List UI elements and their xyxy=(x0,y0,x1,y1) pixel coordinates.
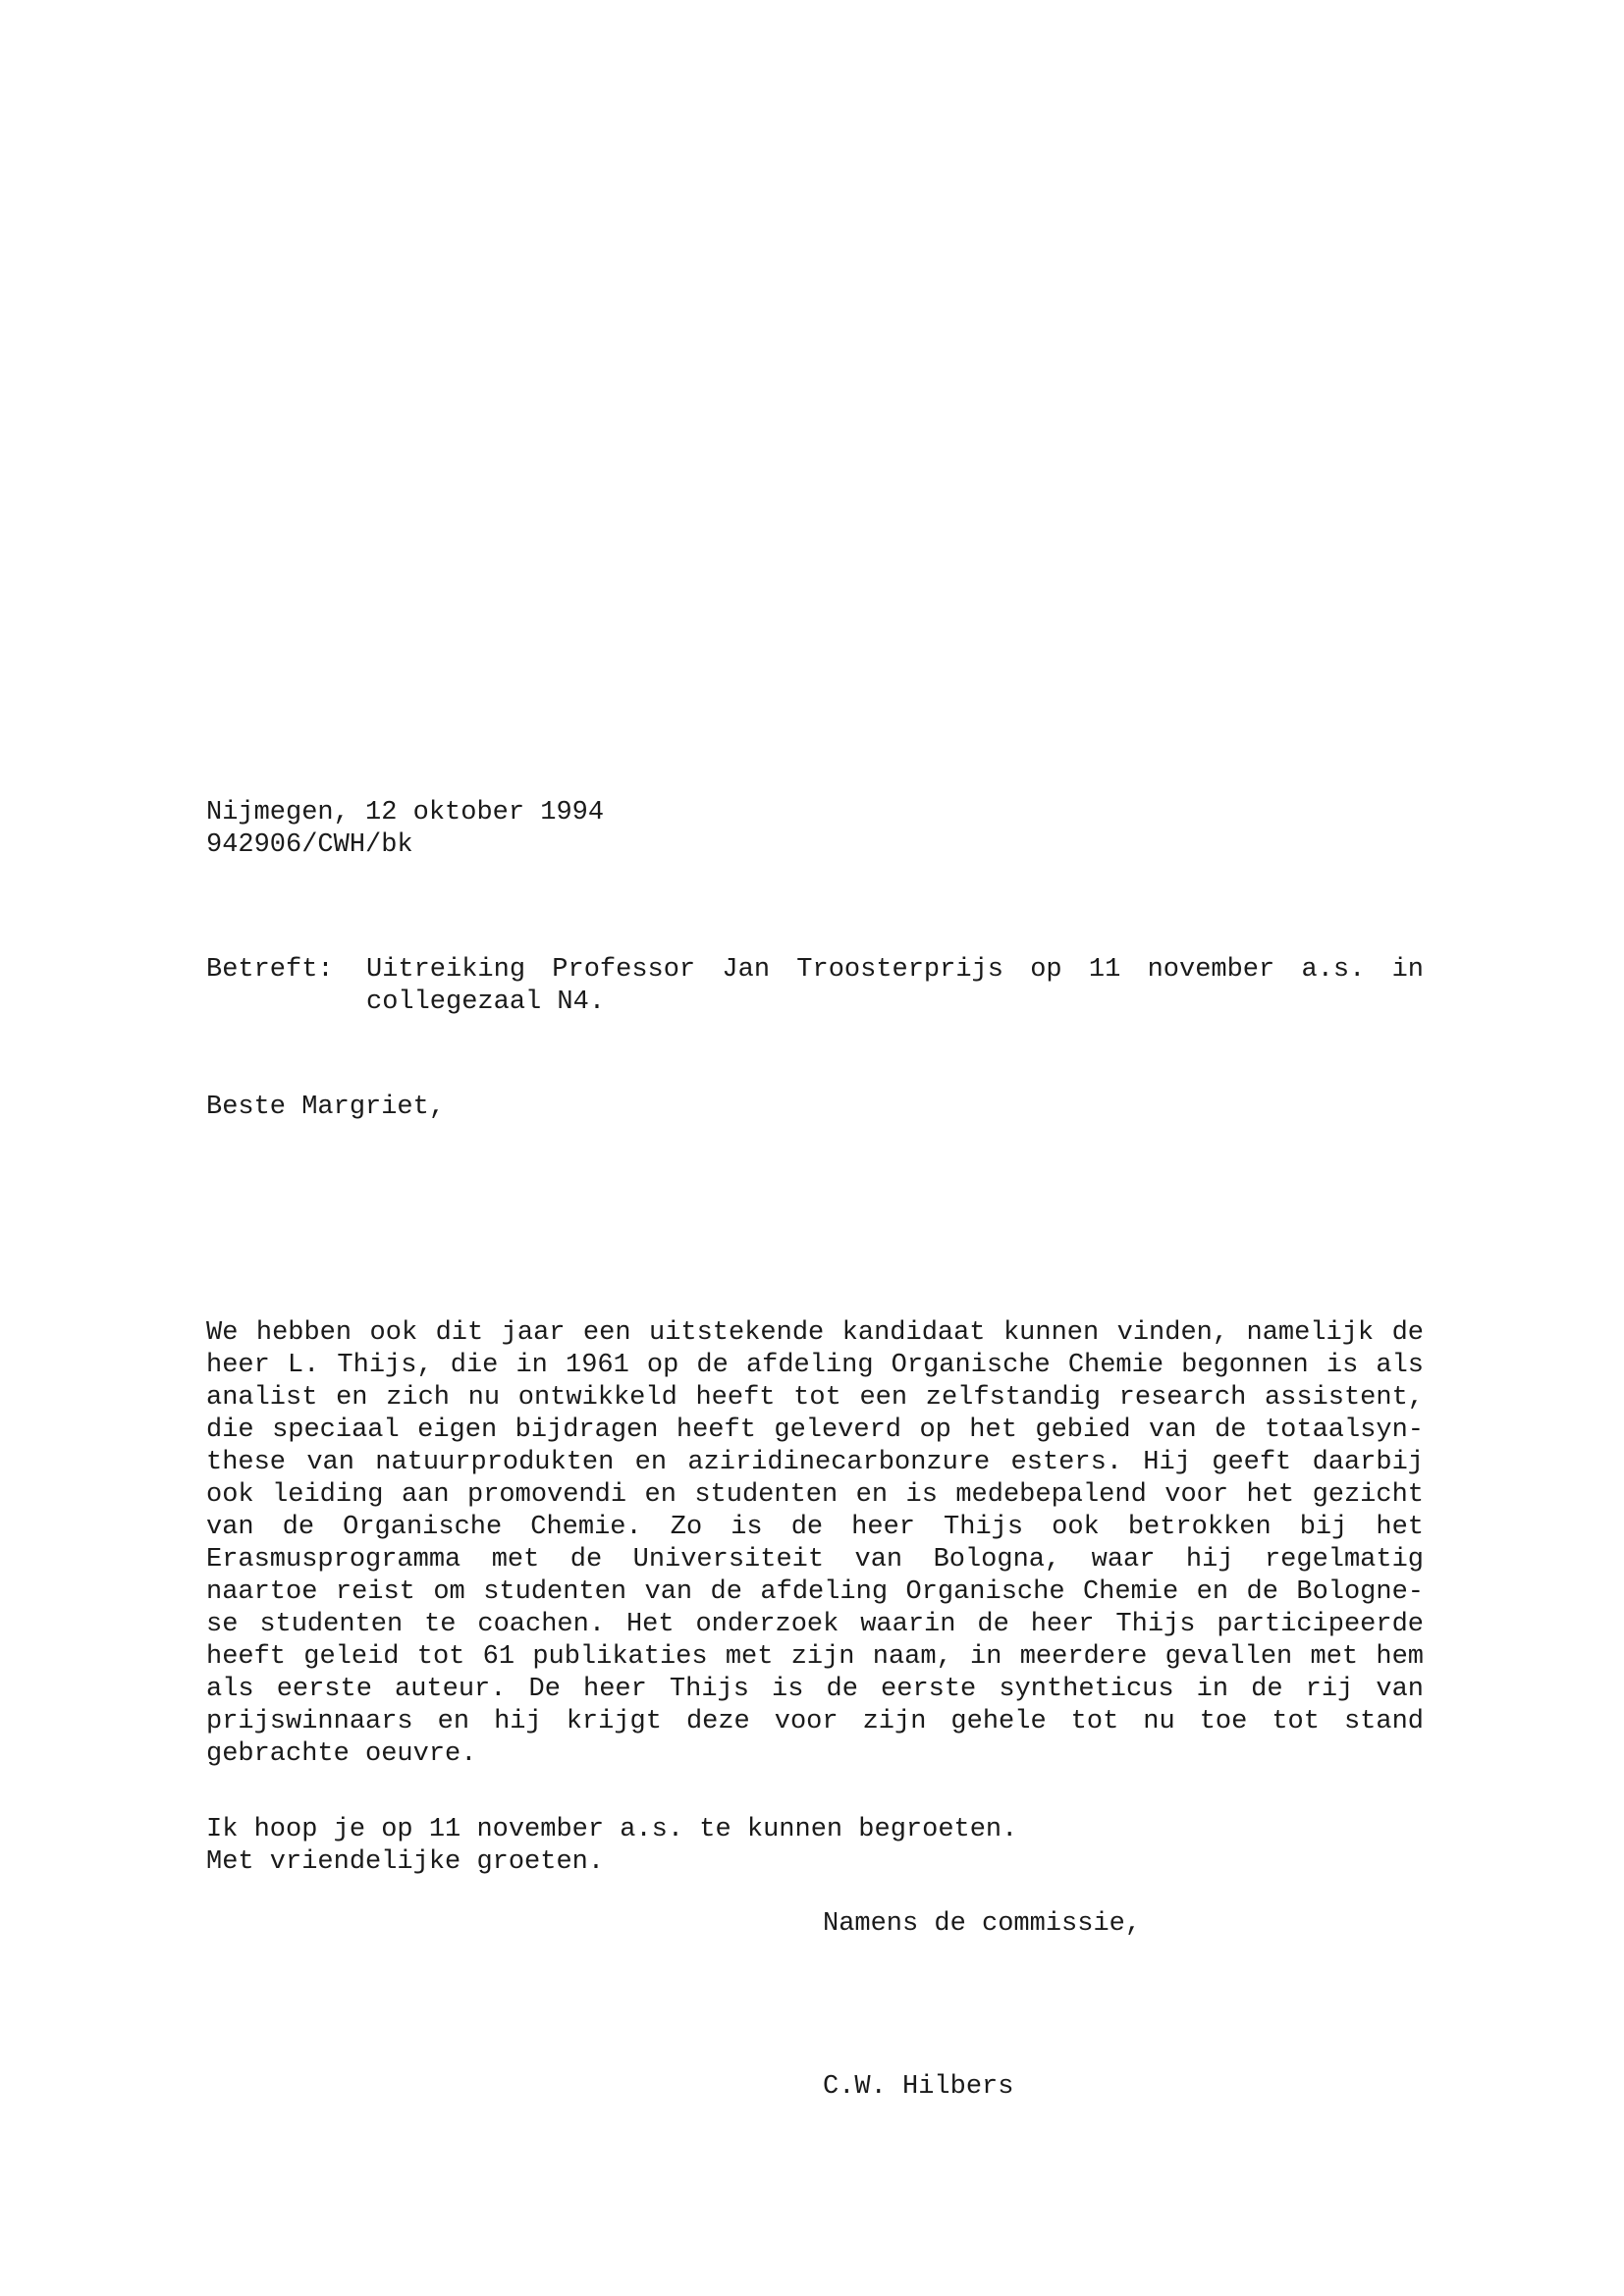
body-paragraph xyxy=(206,1317,1424,1771)
body-line: heer L. Thijs, die in 1961 op de afdeling Organische Chemie begonnen is als xyxy=(206,1351,1424,1380)
closing-wish: Ik hoop je op 11 november a.s. te kunnen begroeten. xyxy=(206,1815,1018,1844)
body-line: als eerste auteur. De heer Thijs is de eerste syntheticus in de rij van xyxy=(206,1675,1424,1704)
body-line: prijswinnaars en hij krijgt deze voor zijn gehele tot nu toe tot stand xyxy=(206,1707,1424,1736)
on-behalf-line: Namens de commissie, xyxy=(823,1909,1142,1939)
body-line: analist en zich nu ontwikkeld heeft tot een zelfstandig research assistent, xyxy=(206,1383,1424,1413)
signatory-name: C.W. Hilbers xyxy=(823,2072,1014,2102)
body-line: Erasmusprogramma met de Universiteit van Bologna, waar hij regelmatig xyxy=(206,1545,1424,1575)
body-line: naartoe reist om studenten van de afdeling Organische Chemie en de Bologne- xyxy=(206,1577,1424,1607)
body-line: heeft geleid tot 61 publikaties met zijn naam, in meerdere gevallen met hem xyxy=(206,1642,1424,1672)
subject-line: Uitreiking Professor Jan Troosterprijs op 11 november a.s. in xyxy=(366,955,1424,985)
closing-greeting: Met vriendelijke groeten. xyxy=(206,1847,605,1877)
reference-code: 942906/CWH/bk xyxy=(206,830,413,860)
salutation: Beste Margriet, xyxy=(206,1093,446,1122)
subject-text xyxy=(366,954,1424,1019)
place-date: Nijmegen, 12 oktober 1994 xyxy=(206,798,605,828)
body-line: die speciaal eigen bijdragen heeft geleverd op het gebied van de totaalsyn- xyxy=(206,1415,1424,1445)
body-line: se studenten te coachen. Het onderzoek waarin de heer Thijs participeerde xyxy=(206,1610,1424,1639)
body-line: gebrachte oeuvre. xyxy=(206,1739,477,1769)
body-line: We hebben ook dit jaar een uitstekende kandidaat kunnen vinden, namelijk de xyxy=(206,1318,1424,1348)
body-line: ook leiding aan promovendi en studenten en is medebepalend voor het gezicht xyxy=(206,1480,1424,1510)
body-line: van de Organische Chemie. Zo is de heer Thijs ook betrokken bij het xyxy=(206,1513,1424,1542)
subject-line: collegezaal N4. xyxy=(366,988,606,1017)
subject-label: Betreft: xyxy=(206,955,334,985)
body-line: these van natuurprodukten en aziridinecarbonzure esters. Hij geeft daarbij xyxy=(206,1448,1424,1477)
